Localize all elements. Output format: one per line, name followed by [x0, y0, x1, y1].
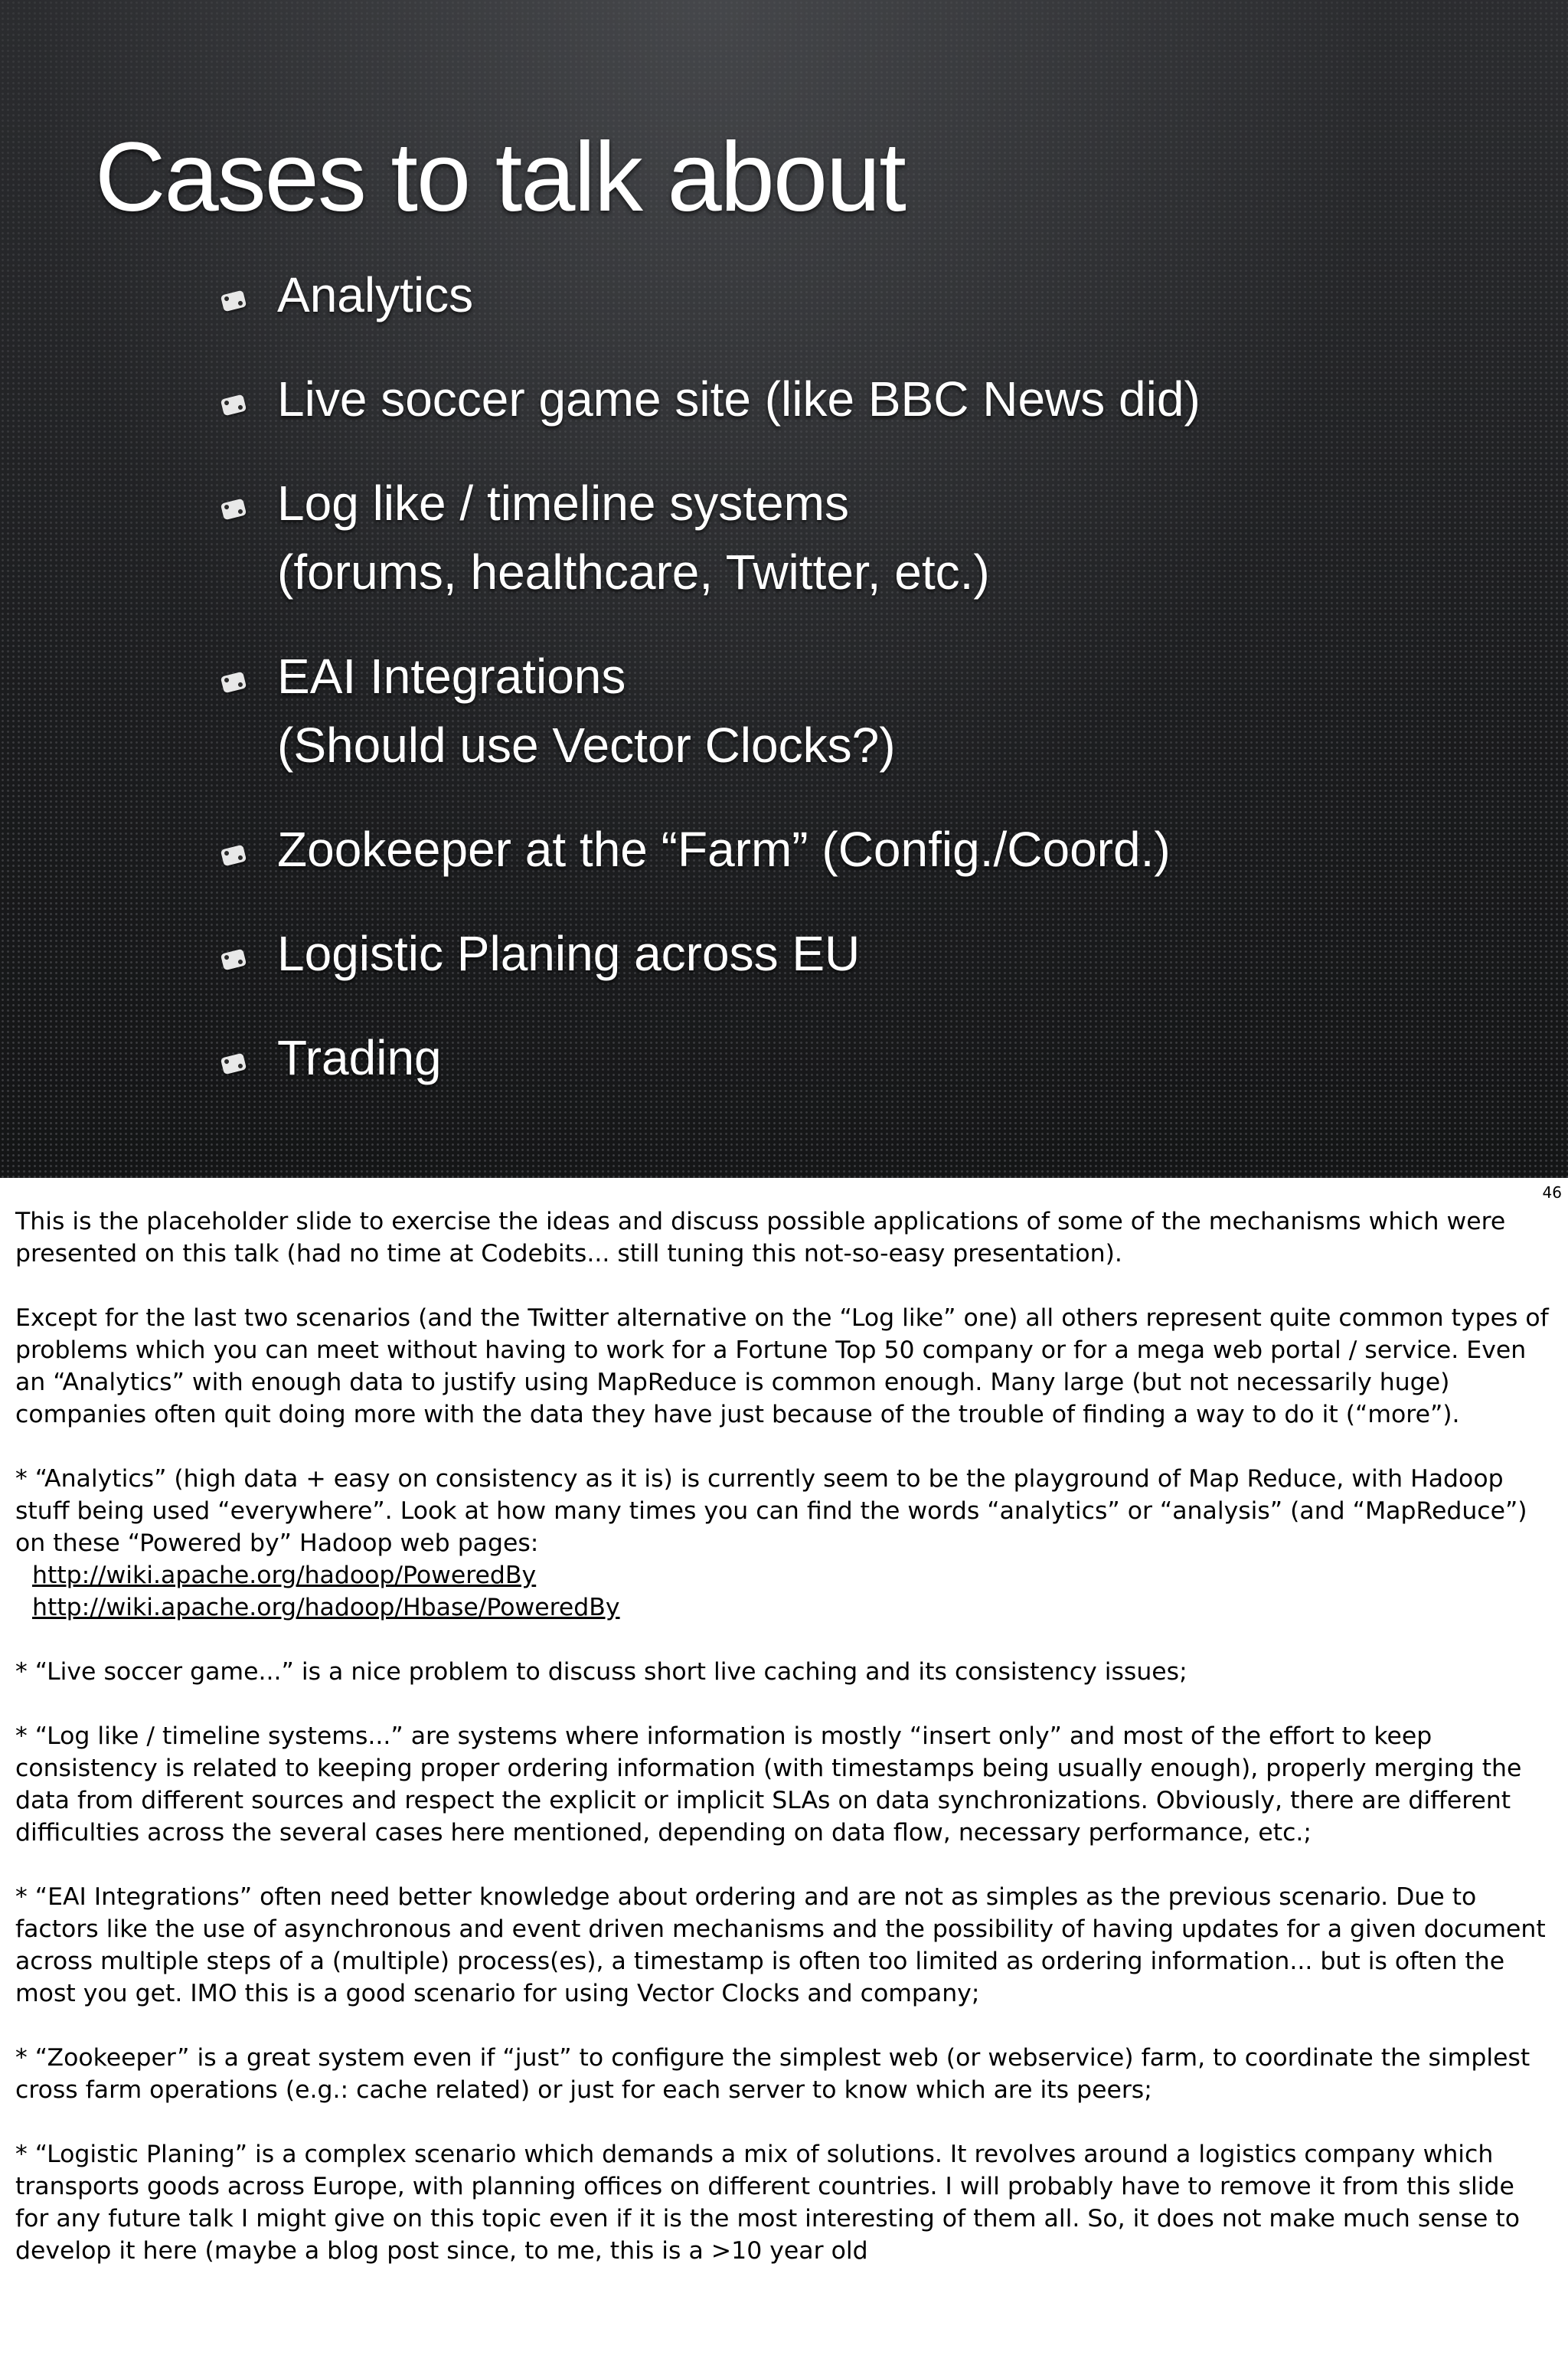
- slide: [0, 0, 1568, 1178]
- bullet-item: [222, 469, 1200, 607]
- bullet-text: Trading: [277, 1030, 442, 1085]
- bullet-text: Zookeeper at the “Farm” (Config./Coord.): [277, 822, 1171, 877]
- bandage-bullet-icon: [220, 1053, 247, 1075]
- notes-paragraph: * “Live soccer game...” is a nice problem to discuss short live caching and its consistency issues;: [15, 1658, 1187, 1686]
- hadoop-powered-by-link[interactable]: http://wiki.apache.org/hadoop/PoweredBy: [32, 1562, 537, 1589]
- hbase-powered-by-link[interactable]: http://wiki.apache.org/hadoop/Hbase/PoweredBy: [32, 1594, 620, 1621]
- bullet-item: [222, 919, 1200, 988]
- bullet-text: EAI Integrations: [277, 649, 626, 704]
- bullet-text-continuation: (forums, healthcare, Twitter, etc.): [277, 545, 990, 600]
- bandage-bullet-icon: [220, 949, 247, 971]
- notes-paragraph: * “Logistic Planing” is a complex scenario which demands a mix of solutions. It revolves around a logistics company which transports goods across Europe, with planning offices on different countries. I will probably have to remove it from this slide for any future talk I might give on this topic even if it is the most interesting of them all. So, it does not make much sense to develop it here (maybe a blog post since, to me, this is a >10 year old: [15, 2141, 1521, 2265]
- bullet-item: [222, 815, 1200, 884]
- slide-title: Cases to talk about: [95, 123, 905, 232]
- bullet-list: [222, 260, 1200, 1092]
- bandage-bullet-icon: [220, 394, 247, 417]
- notes-paragraph: * “Log like / timeline systems...” are systems where information is mostly “insert only” and most of the effort to keep consistency is related to keeping proper ordering information (with timestamps being usually enough), properly merging the data from different sources and respect the explicit or implicit SLAs on data synchronizations. Obviously, there are different difficulties across the several cases here mentioned, depending on data flow, necessary performance, etc.;: [15, 1722, 1522, 1847]
- notes-paragraph: Except for the last two scenarios (and the Twitter alternative on the “Log like” one) all others represent quite common types of problems which you can meet without having to work for a Fortune Top 50 company or for a mega web portal / service. Even an “Analytics” with enough data to justify using MapReduce is common enough. Many large (but not necessarily huge) companies often quit doing more with the data they have just because of the trouble of finding a way to do it (“more”).: [15, 1304, 1549, 1428]
- bullet-text: Log like / timeline systems: [277, 476, 849, 531]
- bullet-item: [222, 1023, 1200, 1092]
- bullet-item: [222, 642, 1200, 780]
- bullet-text-continuation: (Should use Vector Clocks?): [277, 718, 896, 773]
- bandage-bullet-icon: [220, 499, 247, 521]
- bullet-item: [222, 260, 1200, 329]
- bullet-item: [222, 365, 1200, 433]
- notes-paragraph: * “Analytics” (high data + easy on consistency as it is) is currently seem to be the playground of Map Reduce, with Hadoop stuff being used “everywhere”. Look at how many times you can find the words “analytics” or “analysis” (and “MapReduce”) on these “Powered by” Hadoop web pages:: [15, 1465, 1527, 1557]
- notes-paragraph: * “EAI Integrations” often need better knowledge about ordering and are not as simples as the previous scenario. Due to factors like the use of asynchronous and event driven mechanisms and the possibility of having updates for a given document across multiple steps of a (multiple) process(es), a timestamp is often too limited as ordering information... but is often the most you get. IMO this is a good scenario for using Vector Clocks and company;: [15, 1883, 1546, 2007]
- speaker-notes: [15, 1205, 1554, 2267]
- bullet-text: Logistic Planing across EU: [277, 926, 861, 981]
- bullet-text: Live soccer game site (like BBC News did): [277, 371, 1200, 427]
- bandage-bullet-icon: [220, 290, 247, 312]
- page-number: 46: [1542, 1183, 1562, 1202]
- bullet-text: Analytics: [277, 267, 474, 322]
- notes-paragraph: * “Zookeeper” is a great system even if “just” to configure the simplest web (or webservice) farm, to coordinate the simplest cross farm operations (e.g.: cache related) or just for each server to know which are its peers;: [15, 2044, 1530, 2104]
- bandage-bullet-icon: [220, 845, 247, 867]
- notes-paragraph: This is the placeholder slide to exercise the ideas and discuss possible applications of some of the mechanisms which were presented on this talk (had no time at Codebits... still tuning this not-so-easy presentation).: [15, 1208, 1506, 1268]
- bandage-bullet-icon: [220, 672, 247, 694]
